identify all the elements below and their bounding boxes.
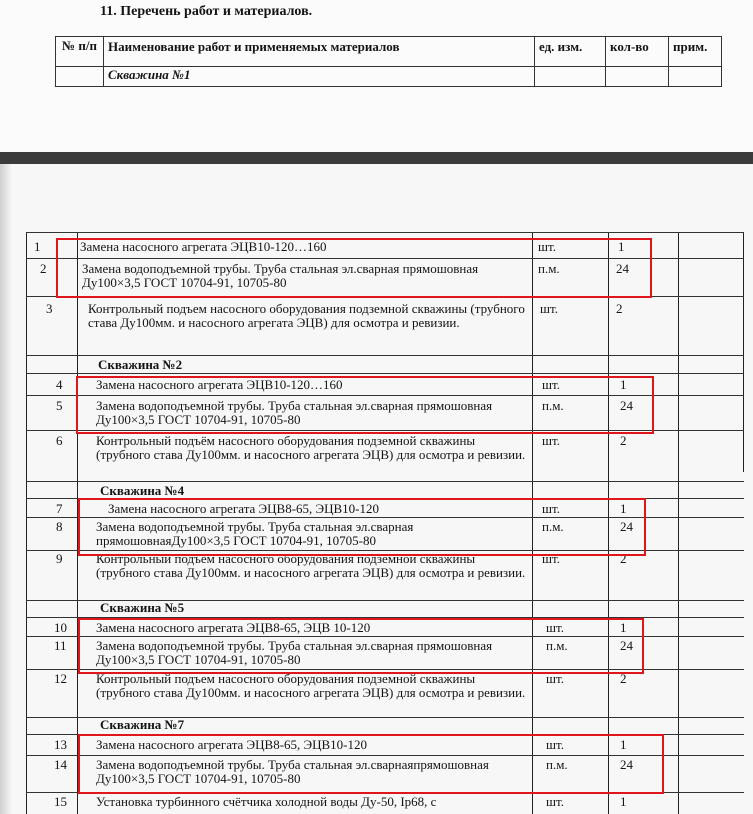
row-name: Замена насосного агрегата ЭЦВ8-65, ЭЦВ 10-120: [96, 620, 371, 635]
row-unit: п.м.: [542, 398, 564, 413]
header-col-number: № п/п: [56, 37, 104, 67]
row-name: Замена насосного агрегата ЭЦВ8-65, ЭЦВ10-120: [96, 737, 368, 752]
row-number: 5: [56, 398, 63, 413]
section-heading: Скважина №1: [104, 67, 535, 87]
row-name: Замена насосного агрегата ЭЦВ10-120…160: [80, 239, 327, 254]
table-header: [55, 36, 722, 87]
row-name: Замена водоподъемной трубы. Труба стальная эл.сварнаяпрямошовная Ду100×3,5 ГОСТ 10704-91, 10705-80: [96, 757, 489, 786]
grid-line: [26, 373, 744, 374]
row-qty: 2: [620, 433, 627, 448]
row-unit: шт.: [542, 433, 560, 448]
row-qty: 1: [618, 239, 625, 254]
highlight-box: [76, 376, 654, 434]
row-qty: 1: [620, 377, 627, 392]
grid-line: [743, 232, 744, 472]
row-qty: 1: [620, 501, 627, 516]
row-qty: 2: [616, 301, 623, 316]
empty-cell: [606, 67, 669, 87]
row-number: 11: [54, 638, 67, 653]
row-number: 1: [34, 239, 41, 254]
row-name: Замена водоподъемной трубы. Труба стальная эл.сварная прямошовная Ду100×3,5 ГОСТ 10704-91, 10705-80: [96, 398, 493, 427]
row-unit: шт.: [546, 620, 564, 635]
highlight-box: [78, 734, 664, 794]
row-number: 7: [56, 501, 63, 516]
grid-line: [26, 481, 744, 482]
row-number: 15: [54, 794, 67, 809]
row-unit: п.м.: [538, 261, 560, 276]
section-heading: Скважина №4: [100, 483, 185, 498]
row-qty: 24: [620, 757, 633, 772]
row-name: Замена водоподъемной трубы. Труба стальная эл.сварная прямошовная Ду100×3,5 ГОСТ 10704-91, 10705-80: [82, 261, 479, 290]
row-number: 9: [56, 551, 63, 566]
row-unit: шт.: [546, 794, 564, 809]
highlight-box: [78, 498, 646, 556]
empty-cell: [669, 67, 722, 87]
row-name: Контрольный подъем насосного оборудования подземной скважины (трубного става Ду100мм. и насосного агрегата ЭЦВ) для осмотра и ревизии.: [96, 671, 526, 700]
row-number: 4: [56, 377, 63, 392]
document-section-title: 11. Перечень работ и материалов.: [100, 4, 313, 19]
row-number: 2: [40, 261, 47, 276]
row-number: 6: [56, 433, 63, 448]
row-number: 13: [54, 737, 67, 752]
row-unit: шт.: [542, 377, 560, 392]
row-name: Замена водоподъемной трубы. Труба стальная эл.сварная прямошовная Ду100×3,5 ГОСТ 10704-91, 10705-80: [96, 638, 493, 667]
grid-line: [26, 232, 27, 814]
row-unit: шт.: [546, 737, 564, 752]
row-qty: 24: [616, 261, 629, 276]
section-heading: Скважина №2: [98, 357, 183, 372]
row-name: Контрольный подъем насосного оборудования подземной скважины (трубного става Ду100мм. и насосного агрегата ЭЦВ) для осмотра и ревизии.: [88, 301, 525, 330]
row-number: 14: [54, 757, 67, 772]
page-top-fragment: [0, 0, 753, 152]
row-unit: п.м.: [546, 638, 568, 653]
page-gap: [0, 152, 753, 164]
grid-line: [26, 355, 744, 356]
header-col-qty: кол-во: [606, 37, 669, 67]
row-unit: шт.: [546, 671, 564, 686]
row-qty: 2: [620, 671, 627, 686]
page-edge-shadow: [0, 164, 12, 814]
grid-line: [678, 232, 679, 814]
row-unit: п.м.: [546, 757, 568, 772]
row-name: Контрольный подъём насосного оборудования подземной скважины (трубного става Ду100мм. и насосного агрегата ЭЦВ) для осмотра и ревизии.: [96, 433, 526, 462]
highlight-box: [56, 238, 652, 298]
row-qty: 24: [620, 638, 633, 653]
row-number: 3: [46, 301, 53, 316]
header-col-name: Наименование работ и применяемых материалов: [104, 37, 535, 67]
grid-line: [26, 232, 744, 233]
row-unit: шт.: [542, 501, 560, 516]
section-heading: Скважина №5: [100, 600, 185, 615]
row-name: Замена насосного агрегата ЭЦВ8-65, ЭЦВ10-120: [108, 501, 380, 516]
row-name: Установка турбинного счётчика холодной воды Ду-50, Ip68, с: [96, 794, 437, 809]
row-number: 12: [54, 671, 67, 686]
header-col-note: прим.: [669, 37, 722, 67]
row-name: Замена насосного агрегата ЭЦВ10-120…160: [96, 377, 343, 392]
empty-cell: [56, 67, 104, 87]
row-name: Контрольный подъем насосного оборудования подземной скважины (трубного става Ду100мм. и насосного агрегата ЭЦВ) для осмотра и ревизии.: [96, 551, 526, 580]
row-unit: шт.: [542, 551, 560, 566]
row-unit: шт.: [540, 301, 558, 316]
row-number: 8: [56, 519, 63, 534]
highlight-box: [78, 618, 644, 674]
row-qty: 2: [620, 551, 627, 566]
section-heading: Скважина №7: [100, 717, 185, 732]
row-number: 10: [54, 620, 67, 635]
header-col-unit: ед. изм.: [535, 37, 606, 67]
row-qty: 1: [620, 737, 627, 752]
row-qty: 24: [620, 398, 633, 413]
empty-cell: [535, 67, 606, 87]
row-unit: шт.: [538, 239, 556, 254]
row-qty: 1: [620, 620, 627, 635]
row-name: Замена водоподъемной трубы. Труба стальная эл.сварная прямошовнаяДу100×3,5 ГОСТ 10704-91, 10705-80: [96, 519, 414, 548]
row-qty: 1: [620, 794, 627, 809]
row-qty: 24: [620, 519, 633, 534]
row-unit: п.м.: [542, 519, 564, 534]
